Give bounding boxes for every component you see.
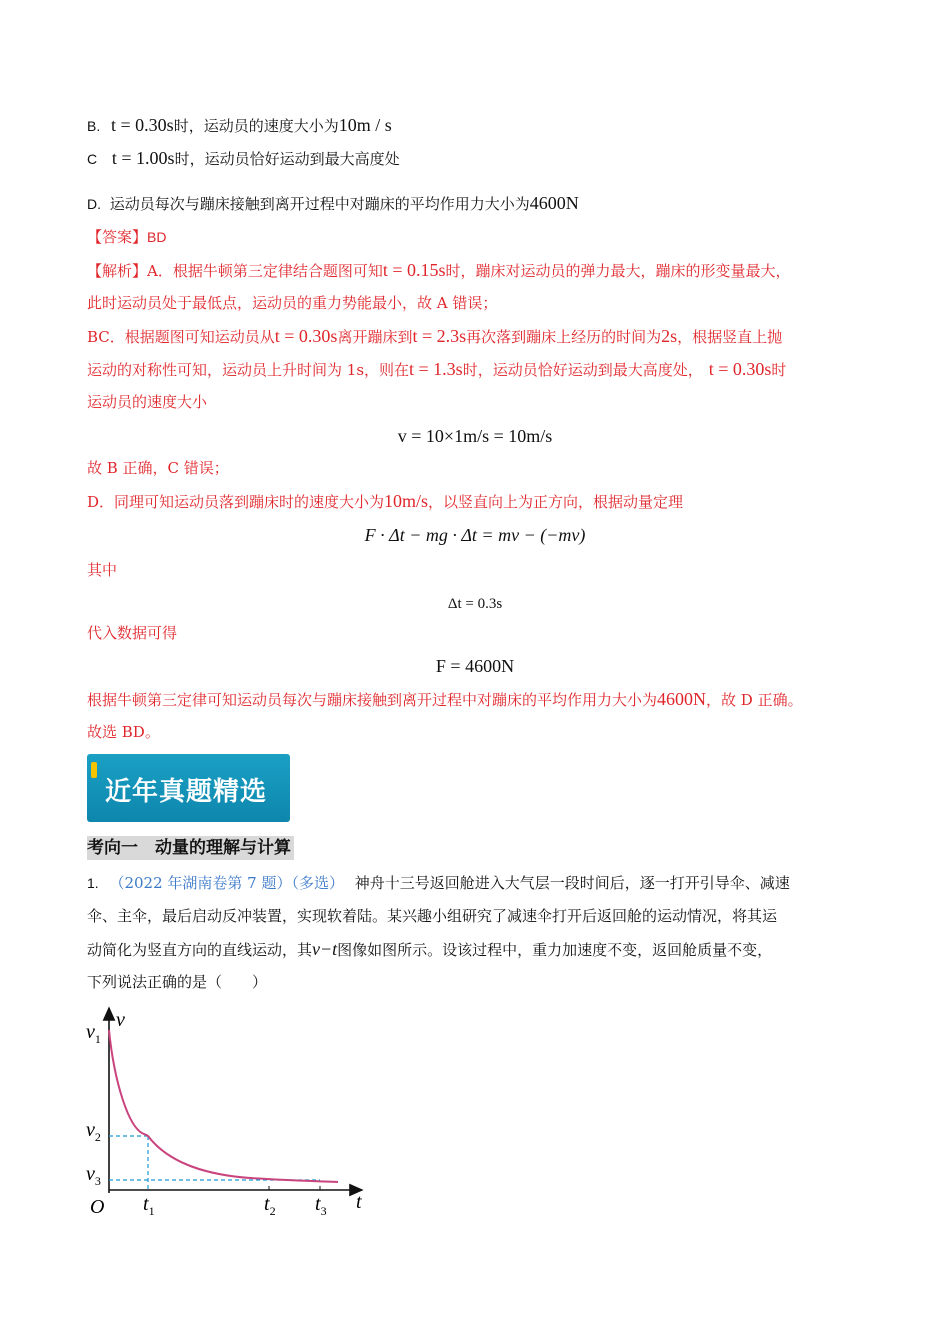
- text: 时: [771, 361, 787, 379]
- math-expr: t = 0.30s: [111, 115, 174, 135]
- section-banner: [87, 754, 290, 822]
- option-letter: B.: [87, 118, 101, 134]
- question-source: （2022 年湖南卷第 7 题）（多选）: [109, 874, 344, 892]
- option-text: 时，运动员恰好运动到最大高度处: [174, 150, 400, 168]
- question-line-1: [87, 872, 790, 894]
- answer-value: BD: [147, 229, 167, 245]
- equation-force: F = 4600N: [435, 656, 515, 676]
- math-expr: v−t: [312, 939, 338, 959]
- label-v2: $v_2$: [86, 1119, 101, 1144]
- math-expr: t = 2.3s: [412, 326, 467, 346]
- equation-delta-t: Δt = 0.3s: [447, 596, 503, 612]
- analysis-line-7: [87, 490, 683, 513]
- equation-velocity: v = 10×1m/s = 10m/s: [397, 426, 553, 446]
- analysis-line-5: 运动员的速度大小: [87, 393, 208, 411]
- label-t3: $t_3$: [315, 1193, 327, 1218]
- analysis-line-1: [87, 259, 791, 282]
- answer-label: 【答案】: [87, 228, 148, 246]
- label-t2: $t_2$: [264, 1193, 276, 1218]
- text: ，故 D 正确。: [706, 691, 803, 709]
- text: ，以竖直向上为正方向，根据动量定理: [428, 493, 684, 511]
- velocity-curve: [109, 1030, 338, 1182]
- option-letter: C: [87, 151, 98, 167]
- question-number: 1.: [87, 875, 99, 891]
- question-line-4: 下列说法正确的是（ ）: [87, 973, 268, 991]
- analysis-line-2: 此时运动员处于最低点，运动员的重力势能最小，故 A 错误；: [87, 294, 498, 312]
- text: 【解析】A．根据牛顿第三定律结合题图可知: [87, 262, 383, 280]
- math-expr: 10m/s: [384, 491, 429, 511]
- question-line-2: 伞、主伞，最后启动反冲装置，实现软着陆。某兴趣小组研究了减速伞打开后返回舱的运动情况，将其运: [87, 907, 778, 925]
- x-axis-label: t: [356, 1191, 362, 1213]
- origin-label: O: [90, 1196, 105, 1218]
- question-line-3: [87, 938, 772, 961]
- analysis-line-6: 故 B 正确，C 错误；: [87, 459, 229, 477]
- text: 根据牛顿第三定律可知运动员每次与蹦床接触到离开过程中对蹦床的平均作用力大小为: [87, 691, 658, 709]
- text: 时，运动员恰好运动到最大高度处，: [462, 361, 703, 379]
- label-v1: $v_1$: [86, 1021, 101, 1046]
- text: 再次落到蹦床上经历的时间为: [466, 328, 662, 346]
- vt-graph: [80, 1000, 380, 1225]
- math-expr: t = 0.30s: [274, 326, 338, 346]
- option-c: [87, 147, 400, 170]
- option-letter: D.: [87, 196, 101, 212]
- y-axis-label: v: [116, 1009, 125, 1031]
- label-t1: $t_1$: [143, 1193, 155, 1218]
- math-expr: t = 0.15s: [382, 260, 446, 280]
- text: ，根据竖直上抛: [677, 328, 783, 346]
- math-expr: 4600N: [529, 193, 579, 213]
- analysis-line-3: [87, 325, 782, 348]
- option-text: 运动员每次与蹦床接触到离开过程中对蹦床的平均作用力大小为: [109, 195, 530, 213]
- text: 神舟十三号返回舱进入大气层一段时间后，逐一打开引导伞、减速: [354, 874, 790, 892]
- text: 图像如图所示。设该过程中，重力加速度不变，返回舱质量不变，: [337, 941, 773, 959]
- math-expr: 4600N: [657, 689, 707, 709]
- analysis-line-8: 其中: [87, 561, 118, 579]
- banner-accent: [91, 762, 97, 778]
- text: BC．根据题图可知运动员从: [87, 328, 275, 346]
- math-expr: t = 0.30s: [708, 359, 772, 379]
- text: 运动的对称性可知，运动员上升时间为 1s，则在: [87, 361, 410, 379]
- math-expr: 10m / s: [338, 115, 392, 135]
- text: D．同理可知运动员落到蹦床时的速度大小为: [87, 493, 385, 511]
- option-b: [87, 114, 392, 137]
- analysis-line-11: 故选 BD。: [87, 723, 160, 741]
- option-d: [87, 192, 579, 215]
- answer-line: [87, 226, 166, 248]
- text: 离开蹦床到: [337, 328, 413, 346]
- math-expr: 2s: [661, 326, 678, 346]
- label-v3: $v_3$: [86, 1163, 101, 1188]
- text: 动简化为竖直方向的直线运动，其: [87, 941, 313, 959]
- section-heading: 考向一 动量的理解与计算: [87, 836, 294, 860]
- option-text: 时，运动员的速度大小为: [173, 117, 339, 135]
- analysis-line-10: [87, 688, 803, 711]
- text: 时，蹦床对运动员的弹力最大，蹦床的形变量最大，: [445, 262, 791, 280]
- math-expr: t = 1.00s: [111, 148, 175, 168]
- math-expr: t = 1.3s: [409, 359, 463, 379]
- equation-momentum: F · Δt − mg · Δt = mv − (−mv): [364, 525, 586, 545]
- analysis-line-9: 代入数据可得: [87, 624, 178, 642]
- analysis-line-4: [87, 358, 786, 381]
- banner-title: 近年真题精选: [105, 777, 268, 807]
